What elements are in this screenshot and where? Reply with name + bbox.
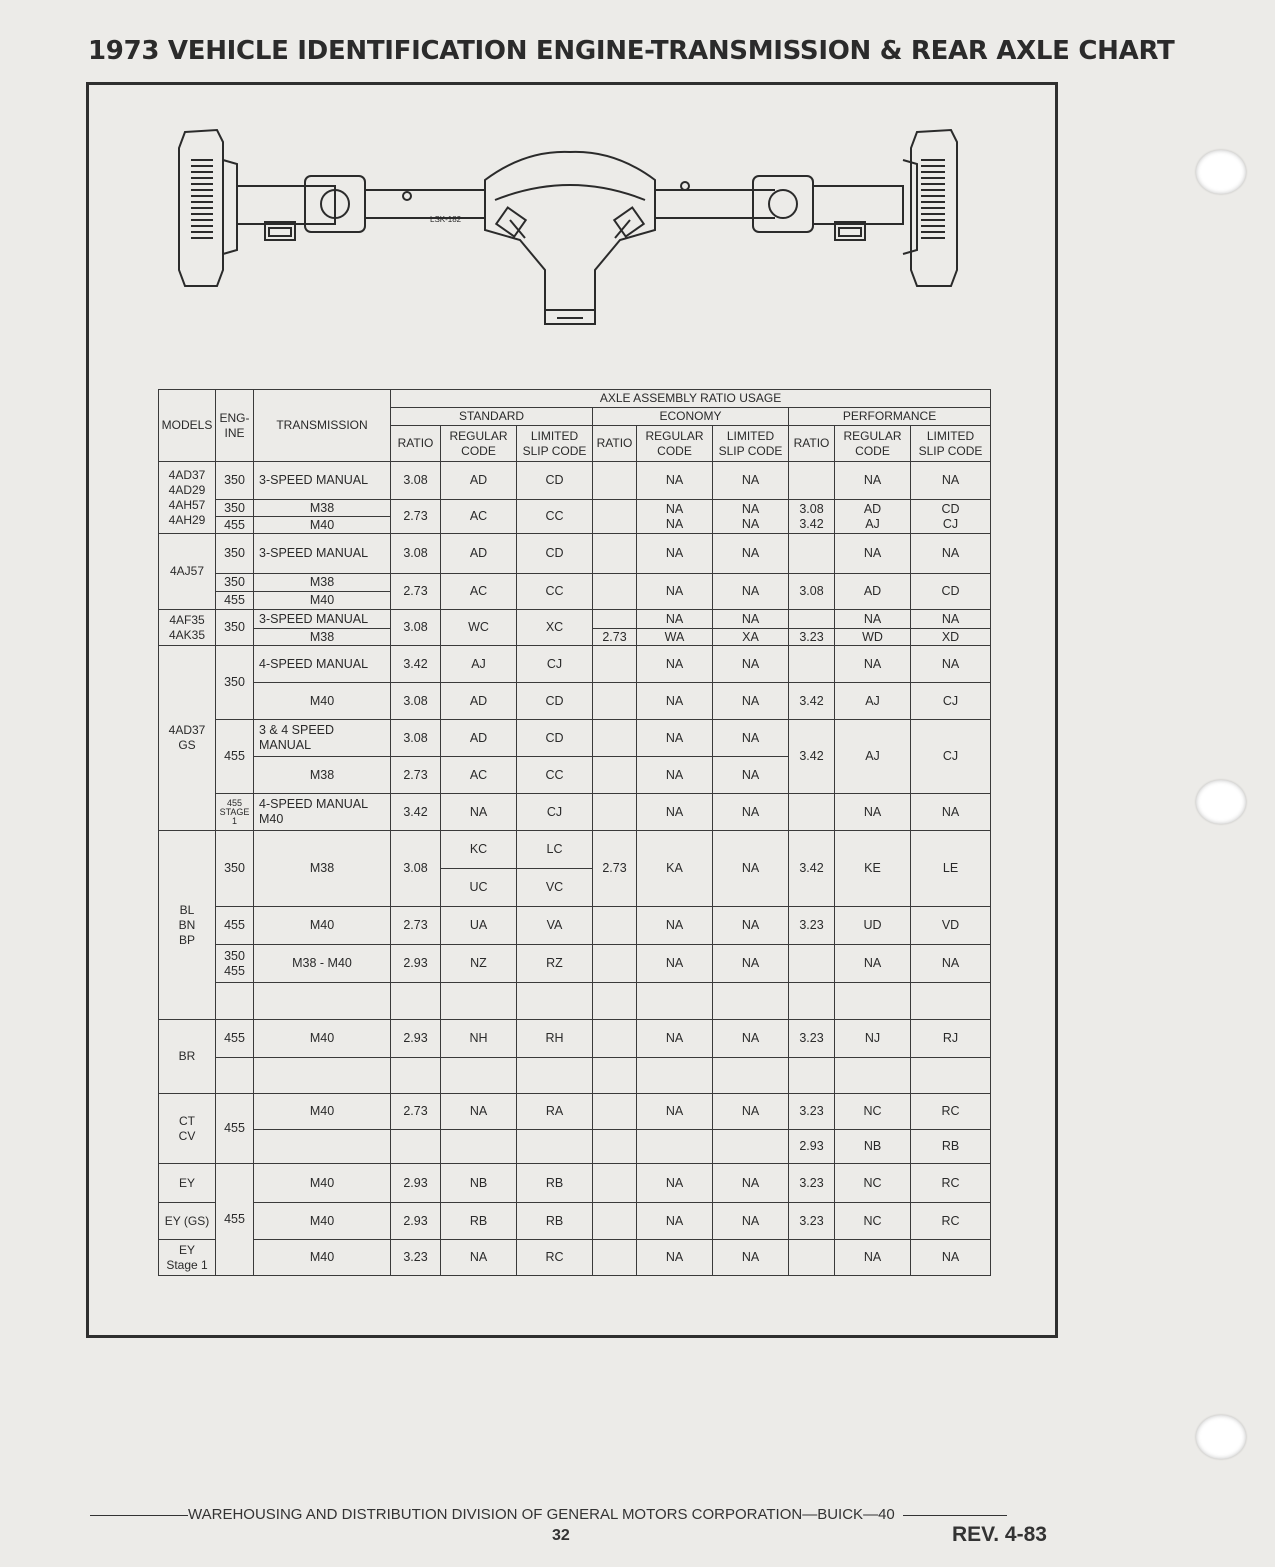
ratio-cell — [789, 534, 835, 574]
engine-cell: 350 — [216, 610, 254, 646]
ratio-cell: 3.23 — [789, 907, 835, 945]
code-cell — [517, 1130, 593, 1164]
transmission-cell: M40 — [254, 1240, 391, 1276]
code-cell: NA — [713, 1203, 789, 1240]
ratio-cell — [593, 1164, 637, 1203]
code-cell: NA — [713, 757, 789, 794]
code-cell: UC — [441, 869, 517, 907]
header-limited-slip-code: LIMITED SLIP CODE — [911, 426, 991, 462]
code-cell: WD — [835, 629, 911, 646]
code-cell: CJ — [911, 683, 991, 720]
ratio-cell: 3.08 — [789, 574, 835, 610]
footer-rule — [90, 1515, 188, 1516]
ratio-cell — [593, 1058, 637, 1094]
transmission-cell: M40 — [254, 683, 391, 720]
ratio-cell — [789, 983, 835, 1020]
code-cell: RC — [911, 1203, 991, 1240]
code-cell: UA — [441, 907, 517, 945]
ratio-cell: 2.93 — [391, 1020, 441, 1058]
ratio-cell — [789, 1058, 835, 1094]
ratio-cell — [593, 1094, 637, 1130]
ratio-cell — [593, 462, 637, 500]
code-cell — [713, 1058, 789, 1094]
ratio-cell — [391, 1058, 441, 1094]
code-cell: CJ — [517, 794, 593, 831]
code-cell: NA — [911, 534, 991, 574]
code-cell: VA — [517, 907, 593, 945]
header-limited-slip-code: LIMITED SLIP CODE — [713, 426, 789, 462]
transmission-cell: M38 — [254, 500, 391, 517]
header-engine: ENG-INE — [216, 390, 254, 462]
transmission-cell: M38 — [254, 629, 391, 646]
ratio-cell: 2.73 — [593, 831, 637, 907]
code-cell: LC — [517, 831, 593, 869]
code-cell: AJ — [835, 683, 911, 720]
ratio-cell — [593, 1240, 637, 1276]
code-cell: RB — [441, 1203, 517, 1240]
code-cell: NA — [713, 794, 789, 831]
code-cell: NA — [835, 794, 911, 831]
ratio-cell: 3.08 — [391, 610, 441, 646]
code-cell: NA — [835, 1240, 911, 1276]
code-cell: NA — [713, 831, 789, 907]
code-cell: WC — [441, 610, 517, 646]
ratio-cell — [789, 945, 835, 983]
models-cell: BL BN BP — [159, 831, 216, 1020]
ratio-cell — [593, 983, 637, 1020]
ratio-cell — [391, 1130, 441, 1164]
rear-axle-illustration — [165, 120, 975, 340]
models-cell: EY (GS) — [159, 1203, 216, 1240]
ratio-cell — [593, 610, 637, 629]
code-cell: RH — [517, 1020, 593, 1058]
ratio-cell — [593, 1203, 637, 1240]
code-cell — [835, 983, 911, 1020]
code-cell: NA — [911, 1240, 991, 1276]
ratio-cell — [789, 1240, 835, 1276]
ratio-cell: 2.93 — [391, 945, 441, 983]
transmission-cell: M40 — [254, 1020, 391, 1058]
code-cell: NA — [713, 646, 789, 683]
page-number: 32 — [552, 1527, 570, 1544]
code-cell: NA — [713, 720, 789, 757]
ratio-cell — [593, 720, 637, 757]
engine-cell: 455 STAGE 1 — [216, 794, 254, 831]
transmission-cell — [254, 983, 391, 1020]
ratio-cell: 2.93 — [789, 1130, 835, 1164]
code-cell: XA — [713, 629, 789, 646]
code-cell: NA — [713, 462, 789, 500]
ratio-cell — [593, 794, 637, 831]
code-cell: NA NA — [637, 500, 713, 534]
code-cell: NA — [441, 794, 517, 831]
header-transmission: TRANSMISSION — [254, 390, 391, 462]
code-cell: NA — [637, 757, 713, 794]
ratio-cell — [593, 646, 637, 683]
header-ratio: RATIO — [789, 426, 835, 462]
code-cell: CJ — [911, 720, 991, 794]
code-cell: NA — [713, 574, 789, 610]
code-cell: NA — [713, 1240, 789, 1276]
code-cell: RA — [517, 1094, 593, 1130]
footer-text: WAREHOUSING AND DISTRIBUTION DIVISION OF GENERAL MOTORS CORPORATION—BUICK—40 — [188, 1506, 895, 1523]
code-cell: NA — [911, 610, 991, 629]
code-cell: CC — [517, 757, 593, 794]
models-cell: 4AD37 4AD29 4AH57 4AH29 — [159, 462, 216, 534]
code-cell: RB — [517, 1203, 593, 1240]
code-cell: RB — [517, 1164, 593, 1203]
code-cell: NA NA — [713, 500, 789, 534]
ratio-cell: 2.73 — [391, 757, 441, 794]
code-cell: NA — [637, 610, 713, 629]
code-cell: WA — [637, 629, 713, 646]
ratio-cell: 2.73 — [391, 1094, 441, 1130]
ratio-cell — [593, 945, 637, 983]
code-cell — [637, 1130, 713, 1164]
header-ratio: RATIO — [593, 426, 637, 462]
binder-hole — [1196, 150, 1246, 194]
code-cell: NA — [441, 1094, 517, 1130]
code-cell: RC — [911, 1164, 991, 1203]
code-cell — [441, 1058, 517, 1094]
ratio-cell: 2.73 — [391, 907, 441, 945]
ratio-cell — [789, 462, 835, 500]
code-cell: VD — [911, 907, 991, 945]
ratio-cell: 3.08 — [391, 831, 441, 907]
code-cell: CD — [517, 462, 593, 500]
code-cell: NA — [835, 462, 911, 500]
engine-cell: 350 — [216, 646, 254, 720]
models-cell: 4AJ57 — [159, 534, 216, 610]
code-cell: NA — [835, 610, 911, 629]
transmission-cell — [254, 1058, 391, 1094]
transmission-cell: 3-SPEED MANUAL — [254, 534, 391, 574]
code-cell: NA — [713, 945, 789, 983]
models-cell: BR — [159, 1020, 216, 1094]
code-cell: RB — [911, 1130, 991, 1164]
code-cell: CD CJ — [911, 500, 991, 534]
transmission-cell: 4-SPEED MANUAL — [254, 646, 391, 683]
ratio-cell: 2.73 — [593, 629, 637, 646]
code-cell: NA — [713, 1164, 789, 1203]
code-cell: NA — [713, 1020, 789, 1058]
code-cell: NA — [637, 646, 713, 683]
code-cell: NA — [713, 534, 789, 574]
code-cell: LE — [911, 831, 991, 907]
code-cell — [637, 983, 713, 1020]
ratio-cell — [789, 610, 835, 629]
code-cell: AC — [441, 574, 517, 610]
code-cell: NA — [911, 462, 991, 500]
ratio-cell: 3.23 — [789, 1020, 835, 1058]
code-cell: NA — [637, 794, 713, 831]
transmission-cell: M38 — [254, 757, 391, 794]
code-cell: NC — [835, 1203, 911, 1240]
engine-cell: 350 — [216, 462, 254, 500]
engine-cell: 350 — [216, 831, 254, 907]
transmission-cell: 3-SPEED MANUAL — [254, 610, 391, 629]
ratio-cell — [789, 794, 835, 831]
code-cell: NA — [637, 1203, 713, 1240]
transmission-cell: 4-SPEED MANUAL M40 — [254, 794, 391, 831]
engine-cell: 455 — [216, 1164, 254, 1276]
code-cell: NA — [441, 1240, 517, 1276]
header-axle-assembly: AXLE ASSEMBLY RATIO USAGE — [391, 390, 991, 408]
code-cell: NA — [637, 574, 713, 610]
transmission-cell: M40 — [254, 592, 391, 610]
code-cell: NA — [637, 1164, 713, 1203]
code-cell: NA — [637, 1020, 713, 1058]
engine-cell: 455 — [216, 1094, 254, 1164]
code-cell: NB — [441, 1164, 517, 1203]
ratio-cell — [593, 757, 637, 794]
code-cell — [911, 983, 991, 1020]
code-cell: AC — [441, 757, 517, 794]
ratio-cell: 3.23 — [789, 1094, 835, 1130]
code-cell: AC — [441, 500, 517, 534]
ratio-cell: 2.93 — [391, 1164, 441, 1203]
engine-cell: 350 — [216, 500, 254, 517]
code-cell: AD — [441, 683, 517, 720]
code-cell: RC — [911, 1094, 991, 1130]
code-cell: CC — [517, 500, 593, 534]
ratio-cell: 3.08 — [391, 534, 441, 574]
axle-chart-table — [158, 389, 991, 1276]
transmission-cell: M40 — [254, 1164, 391, 1203]
transmission-cell: M38 — [254, 574, 391, 592]
models-cell: CT CV — [159, 1094, 216, 1164]
code-cell — [441, 983, 517, 1020]
code-cell: AD AJ — [835, 500, 911, 534]
code-cell: NA — [713, 683, 789, 720]
illustration-code-label: LSK-182 — [430, 215, 462, 224]
code-cell: NA — [637, 907, 713, 945]
transmission-cell: M38 — [254, 831, 391, 907]
code-cell: NA — [637, 720, 713, 757]
binder-hole — [1196, 780, 1246, 824]
header-regular-code: REGULAR CODE — [637, 426, 713, 462]
code-cell: NA — [637, 534, 713, 574]
code-cell — [713, 1130, 789, 1164]
footer — [90, 1506, 1058, 1523]
code-cell: NA — [637, 1240, 713, 1276]
code-cell: KE — [835, 831, 911, 907]
ratio-cell: 3.42 — [391, 646, 441, 683]
code-cell: NH — [441, 1020, 517, 1058]
code-cell — [713, 983, 789, 1020]
code-cell — [517, 1058, 593, 1094]
ratio-cell: 2.73 — [391, 574, 441, 610]
code-cell: NC — [835, 1164, 911, 1203]
code-cell: KC — [441, 831, 517, 869]
ratio-cell: 3.23 — [391, 1240, 441, 1276]
code-cell — [441, 1130, 517, 1164]
code-cell: CJ — [517, 646, 593, 683]
engine-cell: 455 — [216, 907, 254, 945]
code-cell: NA — [713, 907, 789, 945]
code-cell: VC — [517, 869, 593, 907]
models-cell: 4AF35 4AK35 — [159, 610, 216, 646]
ratio-cell — [593, 1130, 637, 1164]
code-cell: NZ — [441, 945, 517, 983]
engine-cell: 455 — [216, 517, 254, 534]
transmission-cell: M40 — [254, 907, 391, 945]
models-cell: EY — [159, 1164, 216, 1203]
code-cell: NA — [713, 1094, 789, 1130]
ratio-cell: 3.08 — [391, 720, 441, 757]
transmission-cell: M40 — [254, 1203, 391, 1240]
code-cell: AD — [441, 534, 517, 574]
code-cell: NA — [911, 945, 991, 983]
header-standard: STANDARD — [391, 408, 593, 426]
code-cell: NJ — [835, 1020, 911, 1058]
code-cell: AD — [835, 574, 911, 610]
ratio-cell — [789, 646, 835, 683]
code-cell: CD — [911, 574, 991, 610]
code-cell: CC — [517, 574, 593, 610]
code-cell — [637, 1058, 713, 1094]
code-cell: NA — [911, 646, 991, 683]
ratio-cell: 2.93 — [391, 1203, 441, 1240]
ratio-cell: 3.08 — [391, 462, 441, 500]
code-cell: NA — [713, 610, 789, 629]
header-limited-slip-code: LIMITED SLIP CODE — [517, 426, 593, 462]
models-cell: 4AD37 GS — [159, 646, 216, 831]
ratio-cell: 3.23 — [789, 629, 835, 646]
code-cell: NA — [911, 794, 991, 831]
ratio-cell: 3.23 — [789, 1164, 835, 1203]
transmission-cell — [254, 1130, 391, 1164]
code-cell: NA — [835, 945, 911, 983]
page-title: 1973 VEHICLE IDENTIFICATION ENGINE-TRANSMISSION & REAR AXLE CHART — [88, 36, 1175, 66]
ratio-cell: 3.23 — [789, 1203, 835, 1240]
ratio-cell — [593, 907, 637, 945]
code-cell: RZ — [517, 945, 593, 983]
ratio-cell: 2.73 — [391, 500, 441, 534]
transmission-cell: M40 — [254, 1094, 391, 1130]
code-cell: NA — [835, 534, 911, 574]
ratio-cell — [593, 574, 637, 610]
code-cell — [911, 1058, 991, 1094]
models-cell: EY Stage 1 — [159, 1240, 216, 1276]
code-cell: AD — [441, 720, 517, 757]
engine-cell: 455 — [216, 592, 254, 610]
header-performance: PERFORMANCE — [789, 408, 991, 426]
header-ratio: RATIO — [391, 426, 441, 462]
header-regular-code: REGULAR CODE — [441, 426, 517, 462]
code-cell — [835, 1058, 911, 1094]
footer-rule — [903, 1515, 1007, 1516]
ratio-cell — [391, 983, 441, 1020]
ratio-cell: 3.08 — [391, 683, 441, 720]
header-regular-code: REGULAR CODE — [835, 426, 911, 462]
ratio-cell — [593, 500, 637, 534]
code-cell: KA — [637, 831, 713, 907]
code-cell: UD — [835, 907, 911, 945]
header-economy: ECONOMY — [593, 408, 789, 426]
revision-label: REV. 4-83 — [952, 1523, 1047, 1546]
code-cell: NA — [637, 462, 713, 500]
code-cell: NA — [835, 646, 911, 683]
code-cell — [517, 983, 593, 1020]
engine-cell — [216, 983, 254, 1020]
transmission-cell: 3-SPEED MANUAL — [254, 462, 391, 500]
code-cell: AJ — [441, 646, 517, 683]
ratio-cell — [593, 1020, 637, 1058]
transmission-cell: M40 — [254, 517, 391, 534]
engine-cell: 350 — [216, 534, 254, 574]
ratio-cell: 3.42 — [391, 794, 441, 831]
code-cell: CD — [517, 534, 593, 574]
code-cell: NA — [637, 1094, 713, 1130]
transmission-cell: M38 - M40 — [254, 945, 391, 983]
code-cell: NB — [835, 1130, 911, 1164]
code-cell: CD — [517, 683, 593, 720]
code-cell: RJ — [911, 1020, 991, 1058]
code-cell: NC — [835, 1094, 911, 1130]
binder-hole — [1196, 1415, 1246, 1459]
code-cell: AJ — [835, 720, 911, 794]
engine-cell: 350 455 — [216, 945, 254, 983]
ratio-cell: 3.42 — [789, 720, 835, 794]
code-cell: CD — [517, 720, 593, 757]
code-cell: AD — [441, 462, 517, 500]
code-cell: NA — [637, 683, 713, 720]
code-cell: NA — [637, 945, 713, 983]
ratio-cell: 3.42 — [789, 831, 835, 907]
code-cell: XC — [517, 610, 593, 646]
ratio-cell — [593, 534, 637, 574]
engine-cell: 350 — [216, 574, 254, 592]
ratio-cell: 3.42 — [789, 683, 835, 720]
engine-cell: 455 — [216, 720, 254, 794]
engine-cell — [216, 1058, 254, 1094]
code-cell: RC — [517, 1240, 593, 1276]
ratio-cell: 3.08 3.42 — [789, 500, 835, 534]
ratio-cell — [593, 683, 637, 720]
transmission-cell: 3 & 4 SPEED MANUAL — [254, 720, 391, 757]
code-cell: XD — [911, 629, 991, 646]
header-models: MODELS — [159, 390, 216, 462]
engine-cell: 455 — [216, 1020, 254, 1058]
